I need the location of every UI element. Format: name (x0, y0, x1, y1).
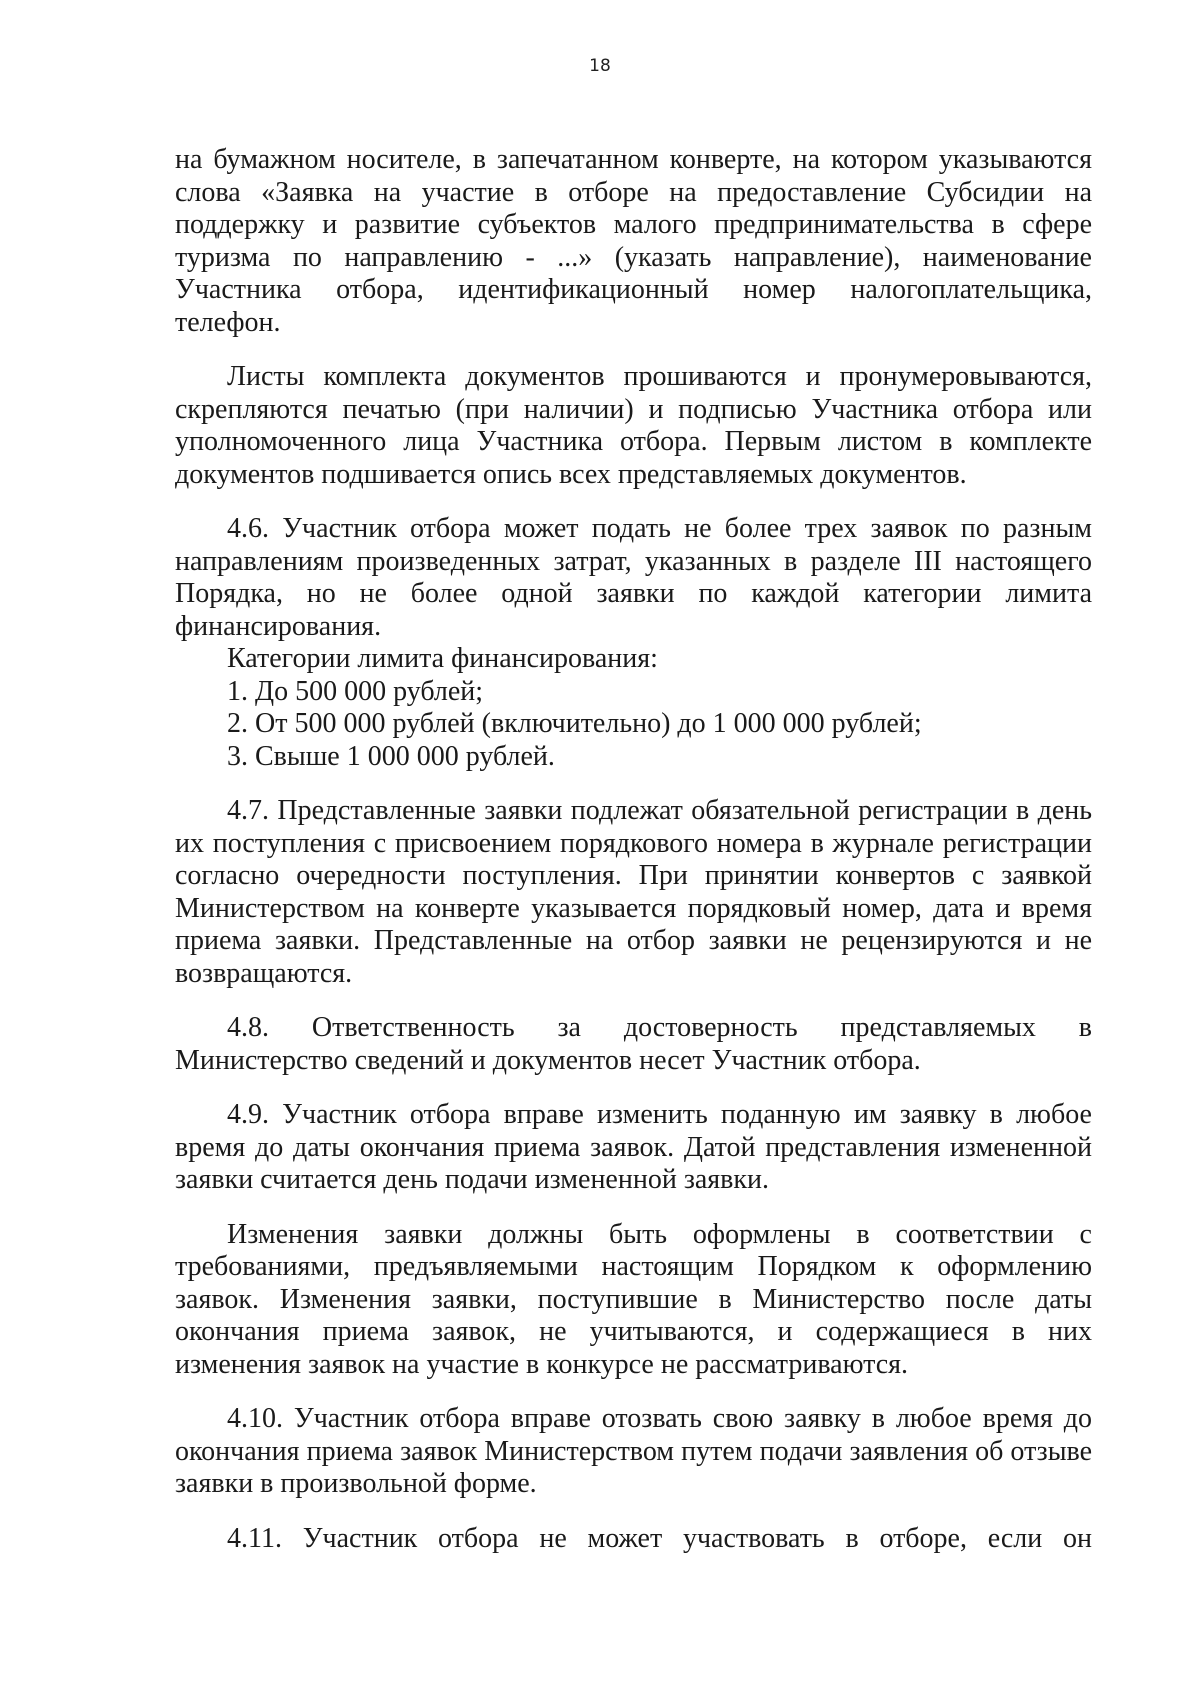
category-item: 2. От 500 000 рублей (включительно) до 1 000 000 рублей; (227, 708, 922, 739)
paragraph-envelope: на бумажном носителе, в запечатанном конверте, на котором указываются слова «Заявка на участие в отборе на предоставление Субсидии на поддержку и развитие субъектов малого предпринимательства в сфере туризма по направлению - ...» (указать направление), наименование Участника отбора, идентификационный номер налогоплательщика, телефон. (175, 144, 1092, 338)
paragraph-4-8 (175, 1012, 1092, 1077)
category-item: 1. До 500 000 рублей; (227, 675, 484, 707)
paragraph-4-6: 4.6. Участник отбора может подать не более трех заявок по разным направлениям произведенных затрат, указанных в разделе III настоящего Порядка, но не более одной заявки по каждой категории лимита финансирования. (175, 513, 1092, 642)
paragraph-4-7: 4.7. Представленные заявки подлежат обязательной регистрации в день их поступления с присвоением порядкового номера в журнале регистрации согласно очередности поступления. При принятии конвертов с заявкой Министерством на конверте указывается порядковый номер, дата и время приема заявки. Представленные на отбор заявки не рецензируются и не возвращаются. (175, 795, 1092, 989)
document-body (175, 144, 1092, 1555)
page-number: 18 (589, 56, 611, 76)
paragraph-4-9: 4.9. Участник отбора вправе изменить поданную им заявку в любое время до даты окончания приема заявок. Датой представления измененной заявки считается день подачи измененной заявки. (175, 1099, 1092, 1195)
categories-title: Категории лимита финансирования: (227, 643, 658, 674)
paragraph-4-10: 4.10. Участник отбора вправе отозвать свою заявку в любое время до окончания приема заявок Министерством путем подачи заявления об отзыве заявки в произвольной форме. (175, 1403, 1092, 1499)
paragraph-4-8-line1: 4.8. Ответственность за достоверность представляемых в (227, 1012, 1092, 1043)
paragraph-changes: Изменения заявки должны быть оформлены в соответствии с требованиями, предъявляемыми настоящим Порядком к оформлению заявок. Изменения заявки, поступившие в Министерство после даты окончания приема заявок, не учитываются, и содержащиеся в них изменения заявок на участие в конкурсе не рассматриваются. (175, 1218, 1092, 1380)
paragraph-4-8-line2: Министерство сведений и документов несет Участник отбора. (175, 1044, 921, 1076)
paragraph-4-11: 4.11. Участник отбора не может участвовать в отборе, если он (227, 1522, 1092, 1554)
categories-list (175, 643, 1092, 773)
paragraph-sheets: Листы комплекта документов прошиваются и пронумеровываются, скрепляются печатью (при наличии) и подписью Участника отбора или уполномоченного лица Участника отбора. Первым листом в комплекте документов подшивается опись всех представляемых документов. (175, 361, 1092, 490)
category-item: 3. Свыше 1 000 000 рублей. (227, 740, 555, 772)
